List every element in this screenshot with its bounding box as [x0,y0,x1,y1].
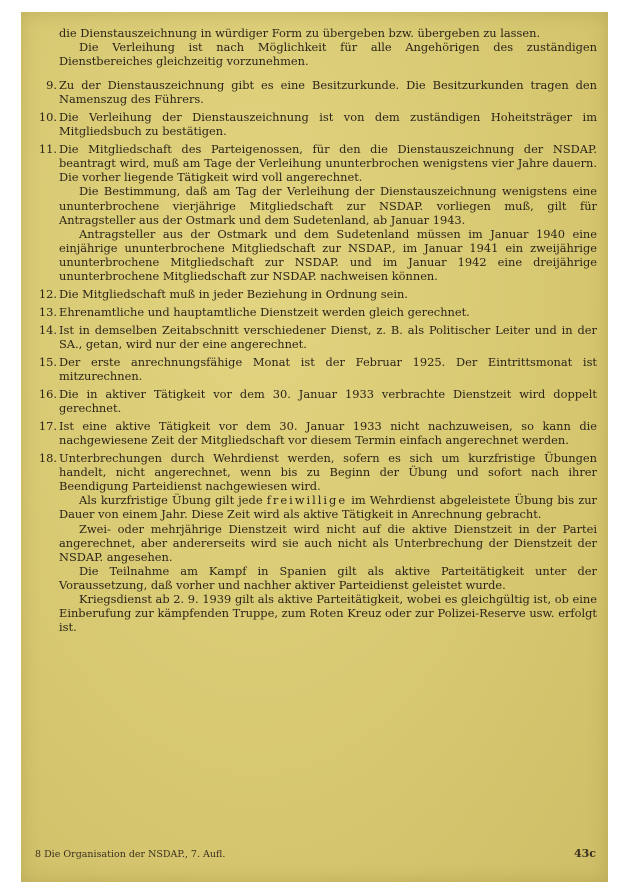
emphasized-word: freiwillige [266,493,348,508]
list-item [35,78,597,106]
item-paragraph: Ist eine aktive Tätigkeit vor dem 30. Januar 1933 nicht nachzuweisen, so kann die nachgewiesene Zeit der Mitgliedschaft vor diesem Termin einfach angerechnet werden. [59,419,597,448]
item-number: 14. [38,322,57,337]
item-number: 15. [38,354,57,369]
page-text [35,26,597,634]
item-paragraph: Der erste anrechnungsfähige Monat ist der Februar 1925. Der Eintrittsmonat ist mitzurechnen. [59,354,597,384]
list-item [35,451,597,634]
item-paragraph: Unterbrechungen durch Wehrdienst werden, sofern es sich um kurzfristige Übungen handelt, nicht angerechnet, wenn bis zu Beginn der Übung und sofort nach ihrer Beendigung Parteidienst nachgewiesen wird. [59,451,597,494]
item-paragraph: Die Teilnahme am Kampf in Spanien gilt als aktive Parteitätigkeit unter der Voraussetzung, daß vorher und nachher aktiver Parteidienst geleistet wurde. [59,563,597,592]
item-paragraph: Ist in demselben Zeitabschnitt verschiedener Dienst, z. B. als Politischer Leiter und in der SA., getan, wird nur der eine angerechnet. [59,322,597,351]
list-item [35,142,597,282]
item-paragraph: Die Mitgliedschaft muß in jeder Beziehung in Ordnung sein. [59,286,408,301]
page-number: 43c [573,847,596,860]
item-paragraph: Zu der Dienstauszeichnung gibt es eine Besitzurkunde. Die Besitzurkunden tragen den Namenszug des Führers. [59,78,597,107]
text-span: im Wehrdienst abgeleistete Übung bis zur Dauer von einem Jahr. Diese Zeit wird als aktive Tätigkeit in Anrechnung gebracht. [59,493,597,522]
item-number: 9. [46,78,57,93]
list-item [35,387,597,415]
item-number: 18. [38,451,57,466]
item-number: 13. [38,304,57,319]
list-item [35,355,597,383]
item-number: 12. [38,286,57,301]
item-number: 10. [38,110,57,125]
intro-paragraph-1: die Dienstauszeichnung in würdiger Form zu übergeben bzw. übergeben zu lassen. [59,26,541,40]
item-paragraph [59,493,597,521]
item-paragraph: Ehrenamtliche und hauptamtliche Dienstzeit werden gleich gerechnet. [59,304,470,319]
item-number: 16. [38,387,57,402]
footer-source: 8 Die Organisation der NSDAP., 7. Aufl. [35,849,226,860]
list-item [35,323,597,351]
intro-paragraph-2: Die Verleihung ist nach Möglichkeit für alle Angehörigen des zuständigen Dienstbereiches gleichzeitig vorzunehmen. [59,40,597,69]
item-paragraph: Zwei- oder mehrjährige Dienstzeit wird nicht auf die aktive Dienstzeit in der Partei angerechnet, aber andererseits wird sie auch nicht als Unterbrechung der Dienstzeit der NSDAP. angesehen. [59,521,597,564]
list-item [35,305,597,319]
list-item [35,287,597,301]
item-paragraph: Die Mitgliedschaft des Parteigenossen, für den die Dienstauszeichnung der NSDAP. beantragt wird, muß am Tage der Verleihung ununterbrochen wenigstens vier Jahre dauern. Die vorher liegende Tätigkeit wird voll angerechnet. [59,142,597,185]
list-item [35,419,597,447]
item-number: 17. [38,419,57,434]
list-item [35,110,597,138]
document-page [21,12,608,882]
item-paragraph: Antragsteller aus der Ostmark und dem Sudetenland müssen im Januar 1940 eine einjährige ununterbrochene Mitgliedschaft zur NSDAP., im Januar 1941 ein zweijährige ununterbrochene Mitgliedschaft zur NSDAP. und im Januar 1942 eine dreijährige ununterbrochene Mitgliedschaft zur NSDAP. nachweisen können. [59,226,597,283]
item-paragraph: Kriegsdienst ab 2. 9. 1939 gilt als aktive Parteitätigkeit, wobei es gleichgültig ist, ob eine Einberufung zur kämpfenden Truppe, zum Roten Kreuz oder zur Polizei-Reserve usw. erfolgt ist. [59,591,597,634]
item-paragraph: Die in aktiver Tätigkeit vor dem 30. Januar 1933 verbrachte Dienstzeit wird doppelt gerechnet. [59,387,597,416]
item-paragraph: Die Bestimmung, daß am Tag der Verleihung der Dienstauszeichnung wenigstens eine ununterbrochene vierjährige Mitgliedschaft zur NSDAP. vorliegen muß, gilt für Antragsteller aus der Ostmark und dem Sudetenland, ab Januar 1943. [59,184,597,227]
text-span: Als kurzfristige Übung gilt jede [79,493,267,508]
item-number: 11. [38,142,57,157]
item-paragraph: Die Verleihung der Dienstauszeichnung ist von dem zuständigen Hoheitsträger im Mitgliedsbuch zu bestätigen. [59,110,597,139]
